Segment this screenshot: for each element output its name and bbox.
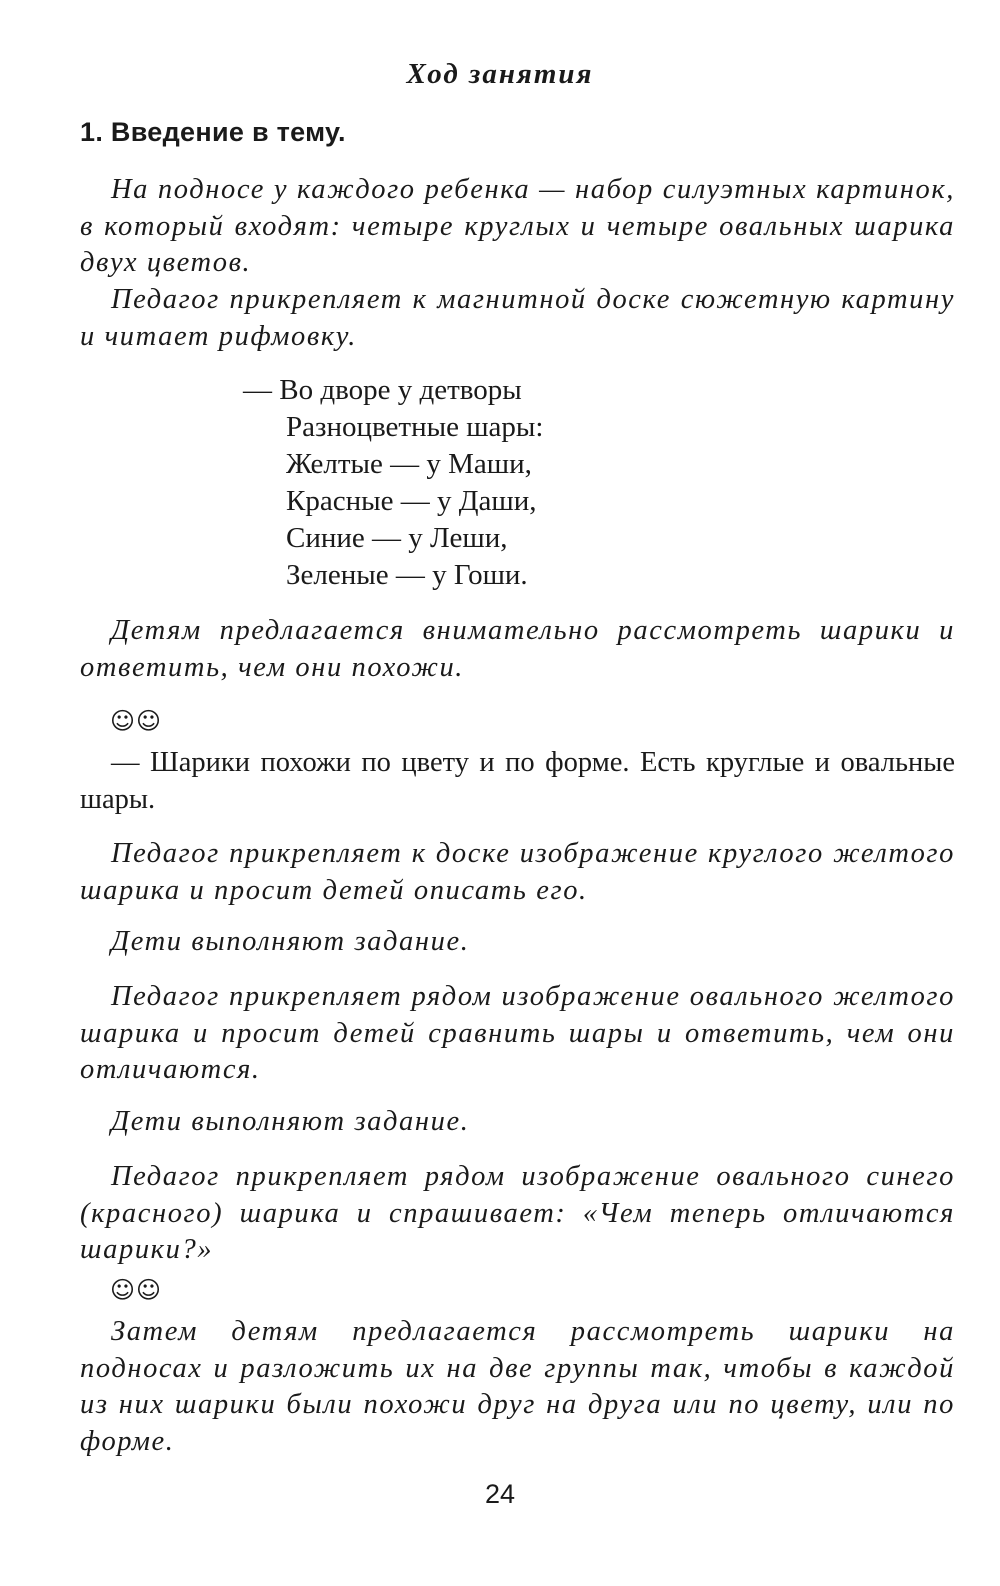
poem-line: Красные — у Даши,: [286, 485, 537, 517]
poem: [243, 372, 703, 594]
page-title: Ход занятия: [406, 58, 594, 90]
paragraph-children-answer: — Шарики похожи по цвету и по форме. Есть круглые и овальные шары.: [80, 747, 955, 815]
paragraph-group-balls-task: Затем детям предлагается рассмотреть шарики на подносах и разложить их на две группы так, чтобы в каждой из них шарики были похожи друг на друга или по цвету, или по форме.: [80, 1316, 955, 1457]
smiley-faces-icon: ☺☺: [110, 1276, 163, 1304]
page-number: 24: [484, 1479, 516, 1509]
poem-line: Зеленые — у Гоши.: [286, 559, 528, 591]
poem-line: Желтые — у Маши,: [286, 448, 532, 480]
paragraph-children-do-task: Дети выполняют задание.: [111, 926, 470, 957]
paragraph-oval-yellow-ball: Педагог прикрепляет рядом изображение овального желтого шарика и просит детей сравнить шары и ответить, чем они отличаются.: [80, 981, 955, 1085]
paragraph-round-yellow-ball: Педагог прикрепляет к доске изображение круглого желтого шарика и просит детей описать его.: [80, 838, 955, 906]
poem-line: Разноцветные шары:: [286, 411, 544, 443]
section-heading: 1. Введение в тему.: [80, 117, 346, 147]
paragraph-teacher-rhyme-intro: Педагог прикрепляет к магнитной доске сюжетную картину и читает рифмовку.: [80, 284, 955, 352]
paragraph-oval-blue-ball: Педагог прикрепляет рядом изображение овального синего (красного) шарика и спрашивает: «Чем теперь отличаются шарики?»: [80, 1161, 955, 1265]
poem-line: Синие — у Леши,: [286, 522, 508, 554]
poem-line: — Во дворе у детворы: [243, 374, 522, 406]
paragraph-tray-description: На подносе у каждого ребенка — набор силуэтных картинок, в который входят: четыре круглых и четыре овальных шарика двух цветов.: [80, 174, 955, 278]
smiley-faces-icon: ☺☺: [110, 707, 163, 735]
paragraph-children-do-task: Дети выполняют задание.: [111, 1106, 470, 1137]
paragraph-compare-task: Детям предлагается внимательно рассмотреть шарики и ответить, чем они похожи.: [80, 615, 955, 683]
